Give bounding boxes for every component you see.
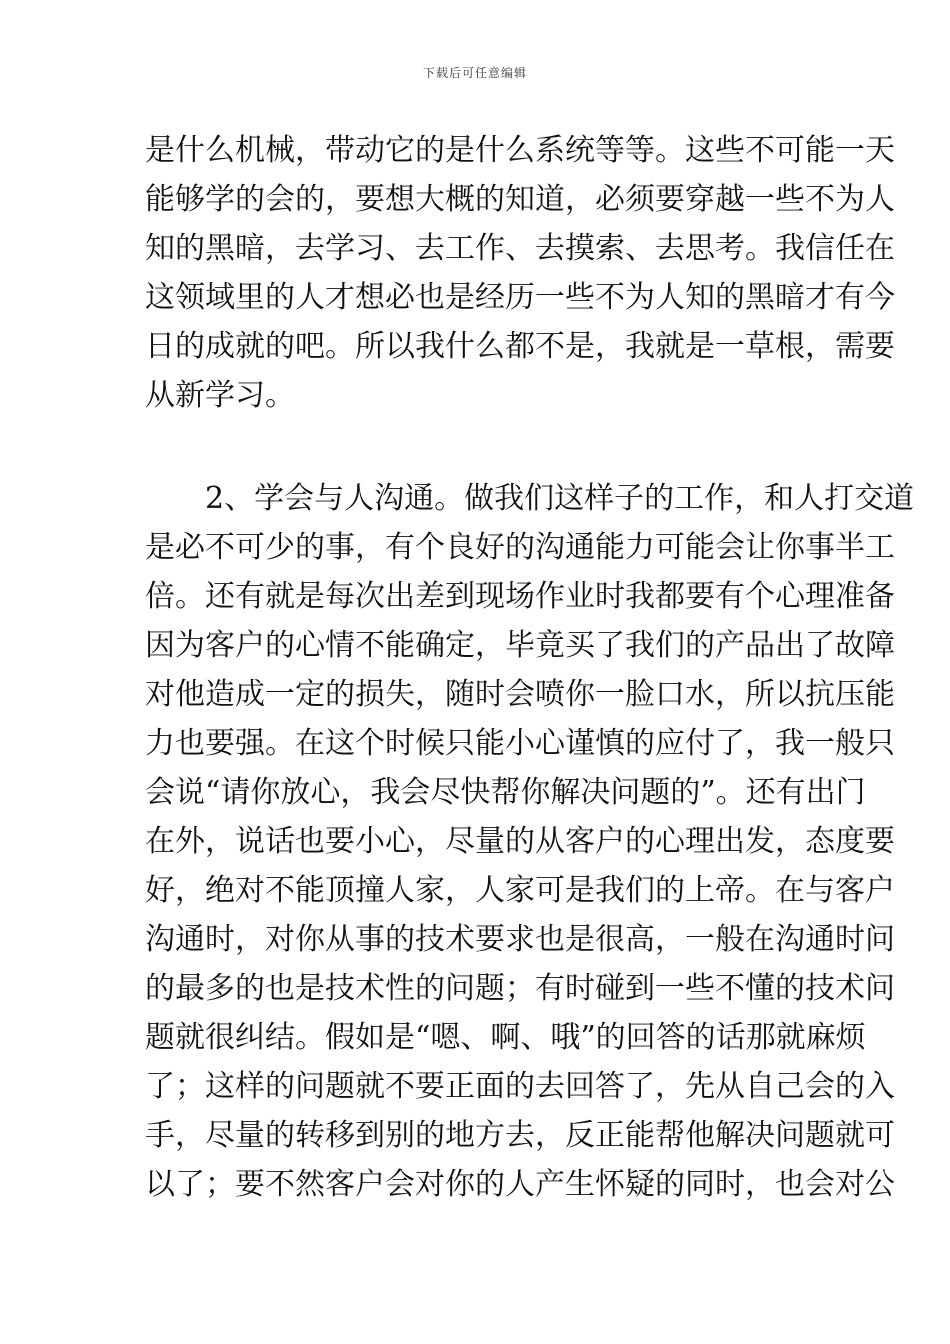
paragraph-line: 能够学的会的，要想大概的知道，必须要穿越一些不为人 — [145, 182, 895, 217]
paragraph-line: 2、学会与人沟通。做我们这样子的工作，和人打交道 — [205, 481, 915, 516]
paragraph-2 — [145, 474, 915, 1209]
paragraph-line: 以了；要不然客户会对你的人产生怀疑的同时，也会对公 — [145, 1167, 895, 1202]
paragraph-line: 了；这样的问题就不要正面的去回答了，先从自己会的入 — [145, 1069, 895, 1104]
paragraph-1 — [145, 126, 895, 420]
paragraph-line: 这领域里的人才想必也是经历一些不为人知的黑暗才有今 — [145, 280, 895, 315]
paragraph-line: 知的黑暗，去学习、去工作、去摸索、去思考。我信任在 — [145, 231, 895, 266]
paragraph-line: 题就很纠结。假如是“嗯、啊、哦”的回答的话那就麻烦 — [145, 1020, 866, 1055]
paragraph-line: 的最多的也是技术性的问题；有时碰到一些不懂的技术问 — [145, 971, 895, 1006]
paragraph-line: 对他造成一定的损失，随时会喷你一脸口水，所以抗压能 — [145, 677, 895, 712]
paragraph-line: 倍。还有就是每次出差到现场作业时我都要有个心理准备 — [145, 579, 895, 614]
paragraph-line: 是什么机械，带动它的是什么系统等等。这些不可能一天 — [145, 133, 895, 168]
paragraph-line: 力也要强。在这个时候只能小心谨慎的应付了，我一般只 — [145, 726, 895, 761]
paragraph-line: 手，尽量的转移到别的地方去，反正能帮他解决问题就可 — [145, 1118, 895, 1153]
paragraph-line: 好，绝对不能顶撞人家，人家可是我们的上帝。在与客户 — [145, 873, 895, 908]
page-header: 下载后可任意编辑 — [422, 66, 527, 80]
paragraph-line: 是必不可少的事，有个良好的沟通能力可能会让你事半工 — [145, 530, 895, 565]
paragraph-line: 会说“请你放心，我会尽快帮你解决问题的”。还有出门 — [145, 775, 866, 810]
paragraph-line: 在外，说话也要小心，尽量的从客户的心理出发，态度要 — [145, 824, 895, 859]
paragraph-line: 从新学习。 — [145, 378, 295, 413]
paragraph-line: 日的成就的吧。所以我什么都不是，我就是一草根，需要 — [145, 329, 895, 364]
paragraph-line: 沟通时，对你从事的技术要求也是很高，一般在沟通时问 — [145, 922, 895, 957]
paragraph-line: 因为客户的心情不能确定，毕竟买了我们的产品出了故障 — [145, 628, 895, 663]
